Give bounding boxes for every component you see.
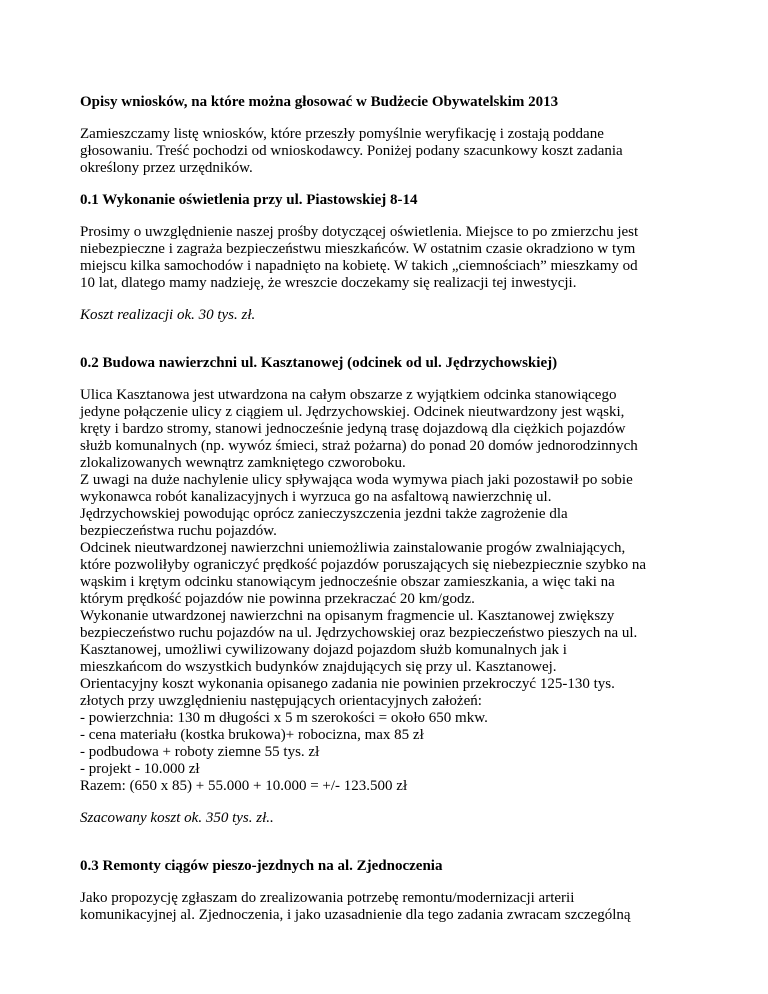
section-2-line: - cena materiału (kostka brukowa)+ robocizna, max 85 zł (80, 727, 424, 743)
section-1-line: niebezpieczne i zagraża bezpieczeństwu mieszkańców. W ostatnim czasie okradziono w tym (80, 241, 636, 257)
section-1-cost: Koszt realizacji ok. 30 tys. zł. (80, 307, 256, 323)
section-2-line: jedyne połączenie ulicy z ciągiem ul. Jędrzychowskiej. Odcinek nieutwardzony jest wąski, (80, 404, 625, 420)
section-3-heading: 0.3 Remonty ciągów pieszo-jezdnych na al. Zjednoczenia (80, 858, 443, 874)
section-2-cost: Szacowany koszt ok. 350 tys. zł.. (80, 810, 274, 826)
section-2-line: zlokalizowanych wewnątrz zamkniętego czworoboku. (80, 455, 406, 471)
section-2-line: Ulica Kasztanowa jest utwardzona na całym obszarze z wyjątkiem odcinka stanowiącego (80, 387, 617, 403)
intro-line: określony przez urzędników. (80, 160, 253, 176)
section-3-line: Jako propozycję zgłaszam do zrealizowania potrzebę remontu/modernizacji arterii (80, 890, 575, 906)
section-2-line: Orientacyjny koszt wykonania opisanego zadania nie powinien przekroczyć 125-130 tys. (80, 676, 615, 692)
section-2-line: służb komunalnych (np. wywóz śmieci, straż pożarna) do ponad 20 domów jednorodzinnych (80, 438, 638, 454)
section-2-line: Razem: (650 x 85) + 55.000 + 10.000 = +/- 123.500 zł (80, 778, 408, 794)
section-1-line: miejscu kilka samochodów i napadnięto na kobietę. W takich „ciemnościach” mieszkamy od (80, 258, 638, 274)
section-2-line: które pozwoliłyby ograniczyć prędkość pojazdów poruszających się niebezpiecznie szybko na (80, 557, 647, 573)
section-2-line: - podbudowa + roboty ziemne 55 tys. zł (80, 744, 320, 760)
section-2-line: bezpieczeństwo ruchu pojazdów na ul. Jędrzychowskiej oraz bezpieczeństwo pieszych na ul. (80, 625, 638, 641)
section-2-line: - projekt - 10.000 zł (80, 761, 200, 777)
section-2-line: złotych przy uwzględnieniu następujących orientacyjnych założeń: (80, 693, 482, 709)
section-2-line: którym prędkość pojazdów nie powinna przekraczać 20 km/godz. (80, 591, 475, 607)
section-1-heading: 0.1 Wykonanie oświetlenia przy ul. Piastowskiej 8-14 (80, 192, 418, 208)
section-2-heading: 0.2 Budowa nawierzchni ul. Kasztanowej (odcinek od ul. Jędrzychowskiej) (80, 355, 558, 371)
section-2-line: Jędrzychowskiej powodując oprócz zanieczyszczenia jezdni także zagrożenie dla (80, 506, 568, 522)
section-2-line: Wykonanie utwardzonej nawierzchni na opisanym fragmencie ul. Kasztanowej zwiększy (80, 608, 615, 624)
section-2-line: mieszkańcom do wszystkich budynków znajdujących się przy ul. Kasztanowej. (80, 659, 557, 675)
section-2-line: wykonawca robót kanalizacyjnych i wyrzuca go na asfaltową nawierzchnię ul. (80, 489, 552, 505)
section-2-line: wąskim i krętym odcinku stanowiącym jednocześnie obszar zamieszkania, a więc taki na (80, 574, 615, 590)
section-1-line: Prosimy o uwzględnienie naszej prośby dotyczącej oświetlenia. Miejsce to po zmierzchu jest (80, 224, 639, 240)
section-2-line: Odcinek nieutwardzonej nawierzchni uniemożliwia zainstalowanie progów zwalniających, (80, 540, 626, 556)
section-2-line: bezpieczeństwa ruchu pojazdów. (80, 523, 277, 539)
section-2-line: Z uwagi na duże nachylenie ulicy spływająca woda wymywa piach jaki pozostawił po sobie (80, 472, 633, 488)
section-2-line: - powierzchnia: 130 m długości x 5 m szerokości = około 650 mkw. (80, 710, 488, 726)
section-3-line: komunikacyjnej al. Zjednoczenia, i jako uzasadnienie dla tego zadania zwracam szczególną (80, 907, 631, 923)
intro-line: Zamieszczamy listę wniosków, które przeszły pomyślnie weryfikację i zostają poddane (80, 126, 604, 142)
intro-line: głosowaniu. Treść pochodzi od wnioskodawcy. Poniżej podany szacunkowy koszt zadania (80, 143, 623, 159)
section-2-line: kręty i bardzo stromy, stanowi jednocześnie jedyną trasę dojazdową dla ciężkich pojazdów (80, 421, 626, 437)
document-title: Opisy wniosków, na które można głosować w Budżecie Obywatelskim 2013 (80, 94, 559, 110)
section-1-line: 10 lat, dlatego mamy nadzieję, że wreszcie doczekamy się realizacji tej inwestycji. (80, 275, 577, 291)
section-2-line: Kasztanowej, umożliwi cywilizowany dojazd pojazdom służb komunalnych jak i (80, 642, 567, 658)
